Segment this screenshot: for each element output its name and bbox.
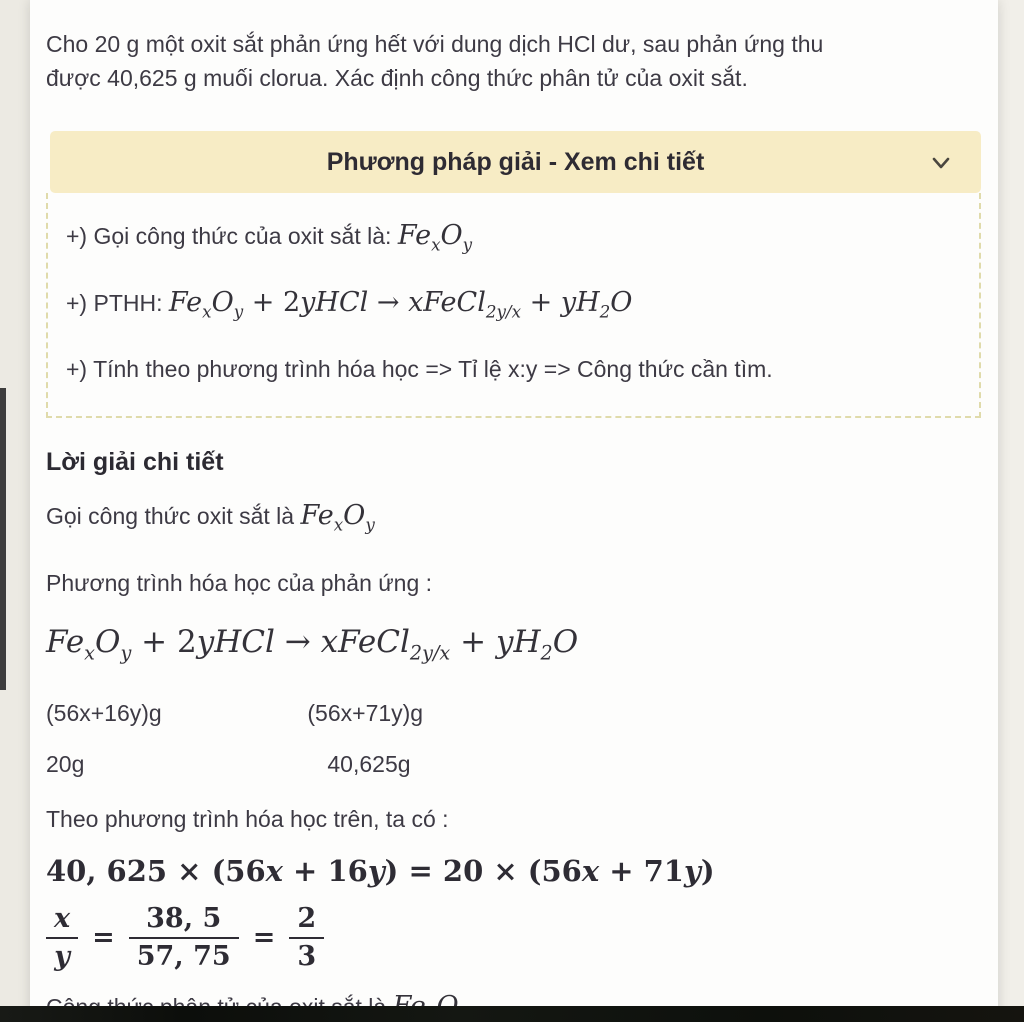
formula-fexoy: $Fe_xO_y$ <box>300 500 375 536</box>
method-box <box>46 193 981 418</box>
solution-line-1 <box>46 499 982 542</box>
problem-statement <box>46 0 982 95</box>
chevron-down-icon[interactable] <box>929 151 953 175</box>
equals-sign: = <box>252 922 276 954</box>
method-banner-toggle[interactable] <box>50 131 981 193</box>
problem-line-1: Cho 20 g một oxit sắt phản ứng hết với dung dịch HCl dư, sau phản ứng thu <box>46 31 824 57</box>
fraction-xy-numerator: x <box>54 902 71 934</box>
fraction-values-numerator: 38, 5 <box>146 902 222 934</box>
method-line-2 <box>66 284 959 331</box>
method-line-1 <box>66 217 959 264</box>
fraction-result <box>289 904 324 972</box>
method-line-2-text: +) PTHH: <box>66 289 169 316</box>
mass-oxide-value: 20g <box>46 750 85 777</box>
fraction-result-denominator: 3 <box>289 937 324 972</box>
bottom-black-bar <box>0 1006 1024 1022</box>
mass-row-formula <box>46 700 982 727</box>
formula-fexoy: $Fe_xO_y$ <box>397 220 473 255</box>
fraction-values <box>129 904 239 972</box>
solution-line-2: Phương trình hóa học của phản ứng : <box>46 570 433 597</box>
method-line-3: +) Tính theo phương trình hóa học => Tỉ lệ x:y => Công thức cần tìm. <box>66 356 773 383</box>
mass-salt-value: 40,625g <box>327 750 411 777</box>
mass-salt-formula: (56x+71y)g <box>307 699 424 726</box>
left-edge-bar <box>0 388 6 690</box>
fraction-result-numerator: 2 <box>297 902 317 934</box>
problem-line-2: được 40,625 g muối clorua. Xác định công thức phân tử của oxit sắt. <box>46 65 748 91</box>
chemical-equation: $Fe_xO_y$ + 2yHCl → xFeCl$_{2y/x}$ + $yH_2O$ <box>168 286 633 322</box>
mass-oxide-formula: (56x+16y)g <box>46 699 162 726</box>
solution-heading: Lời giải chi tiết <box>46 448 224 477</box>
mass-row-values <box>46 751 982 778</box>
method-line-1-text: +) Gọi công thức của oxit sắt là: <box>66 223 398 249</box>
fraction-xy-denominator: y <box>46 937 78 972</box>
content-sheet <box>30 0 998 1022</box>
equals-sign: = <box>92 922 115 954</box>
ratio-equation <box>46 904 982 972</box>
solution-line-1-text: Gọi công thức oxit sắt là <box>46 503 301 530</box>
method-banner-title: Phương pháp giải - Xem chi tiết <box>326 147 705 176</box>
proportion-equation: 40, 625 × (56x + 16y) = 20 × (56x + 71y) <box>46 853 715 888</box>
chemical-equation-large: $Fe_xO_y$ + 2yHCl → xFeCl$_{2y/x}$ + $yH_2O$ <box>46 624 579 665</box>
fraction-xy <box>46 904 78 972</box>
solution-line-3: Theo phương trình hóa học trên, ta có : <box>46 805 449 832</box>
fraction-values-denominator: 57, 75 <box>129 937 239 972</box>
right-margin-strip <box>998 0 1024 1022</box>
